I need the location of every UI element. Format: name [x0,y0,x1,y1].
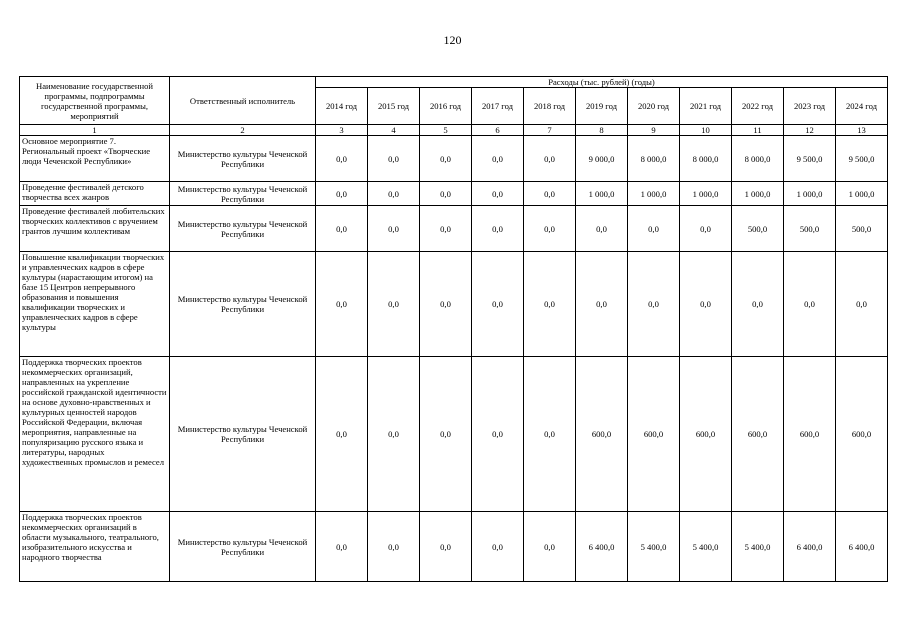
expense-value-cell: 1 000,0 [576,182,628,206]
table-row [20,252,888,357]
responsible-cell: Министерство культуры Чеченской Республики [170,182,316,206]
responsible-cell: Министерство культуры Чеченской Республики [170,357,316,512]
expense-value-cell: 8 000,0 [680,136,732,182]
expense-value-cell: 5 400,0 [732,512,784,582]
expense-value-cell: 6 400,0 [836,512,888,582]
expense-value-cell: 0,0 [368,136,420,182]
responsible-cell: Министерство культуры Чеченской Республики [170,136,316,182]
expense-value-cell: 0,0 [576,206,628,252]
program-name-cell: Проведение фестивалей любительских творческих коллективов с вручением грантов лучшим коллективам [20,206,170,252]
expense-value-cell: 0,0 [368,206,420,252]
expense-value-cell: 5 400,0 [680,512,732,582]
header-year: 2022 год [732,88,784,125]
expense-value-cell: 1 000,0 [836,182,888,206]
column-number: 7 [524,125,576,136]
expense-value-cell: 0,0 [368,512,420,582]
expenses-table [19,76,888,582]
expense-value-cell: 0,0 [628,206,680,252]
column-number: 3 [316,125,368,136]
header-year: 2024 год [836,88,888,125]
expense-value-cell: 0,0 [316,512,368,582]
table-body [20,136,888,582]
header-responsible: Ответственный исполнитель [170,77,316,125]
expense-value-cell: 1 000,0 [784,182,836,206]
expense-value-cell: 500,0 [784,206,836,252]
program-name-cell: Проведение фестивалей детского творчества всех жанров [20,182,170,206]
expense-value-cell: 0,0 [420,357,472,512]
expense-value-cell: 0,0 [576,252,628,357]
table-row [20,512,888,582]
expense-value-cell: 0,0 [836,252,888,357]
expense-value-cell: 0,0 [732,252,784,357]
expense-value-cell: 8 000,0 [732,136,784,182]
column-number: 2 [170,125,316,136]
header-year: 2018 год [524,88,576,125]
header-year: 2017 год [472,88,524,125]
program-name-cell: Поддержка творческих проектов некоммерческих организаций в области музыкального, театрального, изобразительного искусства и народного творчества [20,512,170,582]
column-number: 1 [20,125,170,136]
column-number: 5 [420,125,472,136]
expense-value-cell: 0,0 [420,206,472,252]
expense-value-cell: 600,0 [576,357,628,512]
table-row [20,136,888,182]
column-number: 10 [680,125,732,136]
column-number: 13 [836,125,888,136]
expense-value-cell: 9 000,0 [576,136,628,182]
expense-value-cell: 0,0 [420,182,472,206]
expense-value-cell: 600,0 [732,357,784,512]
expense-value-cell: 0,0 [316,206,368,252]
expense-value-cell: 0,0 [472,206,524,252]
expense-value-cell: 0,0 [316,182,368,206]
expense-value-cell: 0,0 [472,182,524,206]
expense-value-cell: 600,0 [628,357,680,512]
expense-value-cell: 0,0 [368,357,420,512]
column-number: 11 [732,125,784,136]
expense-value-cell: 1 000,0 [732,182,784,206]
expense-value-cell: 0,0 [420,512,472,582]
header-year: 2023 год [784,88,836,125]
column-number: 6 [472,125,524,136]
responsible-cell: Министерство культуры Чеченской Республики [170,512,316,582]
expense-value-cell: 9 500,0 [836,136,888,182]
expense-value-cell: 0,0 [472,357,524,512]
expense-value-cell: 0,0 [472,512,524,582]
header-program-name: Наименование государственной программы, подпрограммы государственной программы, мероприятий [20,77,170,125]
expense-value-cell: 1 000,0 [680,182,732,206]
header-year: 2020 год [628,88,680,125]
page-number: 120 [443,33,462,47]
expense-value-cell: 0,0 [680,206,732,252]
table-row [20,182,888,206]
table-row [20,206,888,252]
expense-value-cell: 0,0 [524,182,576,206]
header-year: 2019 год [576,88,628,125]
expense-value-cell: 0,0 [784,252,836,357]
table-row [20,357,888,512]
header-year: 2021 год [680,88,732,125]
expense-value-cell: 0,0 [316,252,368,357]
expense-value-cell: 6 400,0 [576,512,628,582]
column-number: 9 [628,125,680,136]
program-name-cell: Основное мероприятие 7. Региональный проект «Творческие люди Чеченской Республики» [20,136,170,182]
expense-value-cell: 9 500,0 [784,136,836,182]
header-year: 2016 год [420,88,472,125]
expense-value-cell: 0,0 [680,252,732,357]
expense-value-cell: 0,0 [368,182,420,206]
responsible-cell: Министерство культуры Чеченской Республики [170,206,316,252]
expense-value-cell: 0,0 [472,252,524,357]
expense-value-cell: 5 400,0 [628,512,680,582]
expense-value-cell: 8 000,0 [628,136,680,182]
expense-value-cell: 0,0 [472,136,524,182]
program-name-cell: Поддержка творческих проектов некоммерческих организаций, направленных на укрепление российской гражданской идентичности на основе духовно-нравственных и культурных ценностей народов Российской Федерации, включая мероприятия, направленные на популяризацию русского языка и литературы, народных художественных промыслов и ремесел [20,357,170,512]
expense-value-cell: 600,0 [836,357,888,512]
expense-value-cell: 500,0 [732,206,784,252]
expense-value-cell: 6 400,0 [784,512,836,582]
expense-value-cell: 600,0 [784,357,836,512]
expense-value-cell: 0,0 [628,252,680,357]
expense-value-cell: 500,0 [836,206,888,252]
program-name-cell: Повышение квалификации творческих и управленческих кадров в сфере культуры (нарастающим итогом) на базе 15 Центров непрерывного образования и повышения квалификации творческих и управленческих кадров в сфере культуры [20,252,170,357]
expense-value-cell: 0,0 [524,136,576,182]
expense-value-cell: 0,0 [420,136,472,182]
header-year: 2014 год [316,88,368,125]
expense-value-cell: 0,0 [524,512,576,582]
column-number: 4 [368,125,420,136]
expense-value-cell: 0,0 [524,252,576,357]
expense-value-cell: 0,0 [524,357,576,512]
expense-value-cell: 0,0 [524,206,576,252]
expense-value-cell: 0,0 [316,136,368,182]
column-number: 8 [576,125,628,136]
expense-value-cell: 0,0 [368,252,420,357]
header-year: 2015 год [368,88,420,125]
expense-value-cell: 0,0 [316,357,368,512]
expense-value-cell: 600,0 [680,357,732,512]
expense-value-cell: 0,0 [420,252,472,357]
expense-value-cell: 1 000,0 [628,182,680,206]
responsible-cell: Министерство культуры Чеченской Республики [170,252,316,357]
column-number: 12 [784,125,836,136]
header-expenses-group: Расходы (тыс. рублей) (годы) [316,77,888,88]
